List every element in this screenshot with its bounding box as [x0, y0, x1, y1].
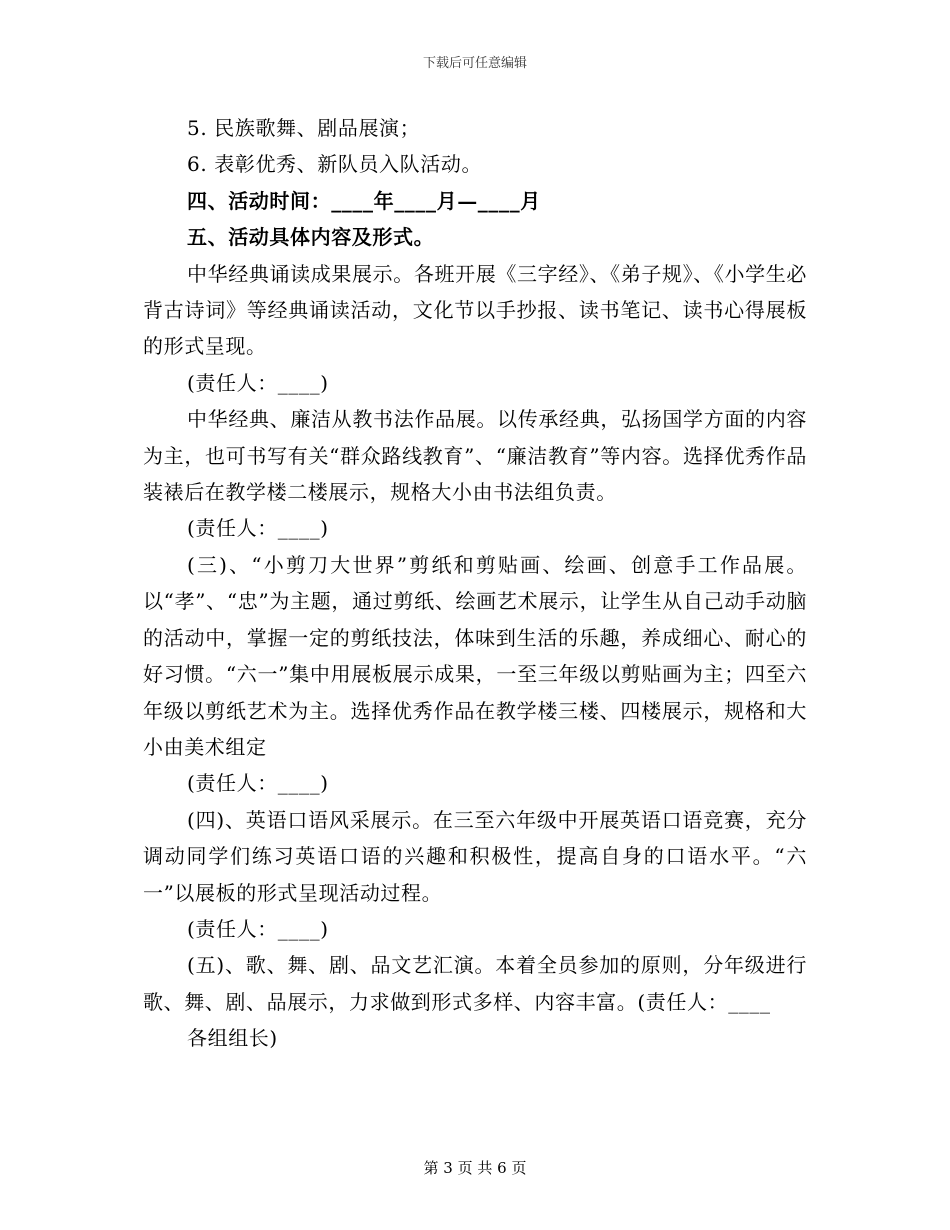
paragraph-paper-cutting: (三)、“小剪刀大世界”剪纸和剪贴画、绘画、创意手工作品展。以“孝”、“忠”为主题，通过剪纸、绘画艺术展示，让学生从自己动手动脑的活动中，掌握一定的剪纸技法，体味到生活的乐趣，养成细心、耐心的好习惯。“六一”集中用展板展示成果，一至三年级以剪贴画为主；四至六年级以剪纸艺术为主。选择优秀作品在教学楼三楼、四楼展示，规格和大小由美术组定	[143, 552, 807, 759]
page-header: 下载后可任意编辑	[422, 56, 527, 71]
responsible-person-1: (责任人：____)	[187, 370, 329, 395]
responsible-person-4: (责任人：____)	[187, 916, 329, 941]
section-heading-activity-time: 四、活动时间：____年____月—____月	[187, 188, 541, 213]
paragraph-1: 5. 民族歌舞、剧品展演；	[187, 116, 421, 140]
responsible-person-2: (责任人：____)	[187, 516, 329, 541]
paragraph-english-oral: (四)、英语口语风采展示。在三至六年级中开展英语口语竞赛，充分调动同学们练习英语口语的兴趣和积极性，提高自身的口语水平。“六一”以展板的形式呈现活动过程。	[143, 807, 807, 905]
paragraph-classics-reading: 中华经典诵读成果展示。各班开展《三字经》、《弟子规》、《小学生必背古诗词》等经典诵读活动，文化节以手抄报、读书笔记、读书心得展板的形式呈现。	[143, 261, 807, 359]
paragraph-performance: (五)、歌、舞、剧、品文艺汇演。本着全员参加的原则，分年级进行歌、舞、剧、品展示，力求做到形式多样、内容丰富。(责任人：____	[143, 953, 807, 1014]
section-heading-activity-content: 五、活动具体内容及形式。	[187, 225, 435, 250]
paragraph-calligraphy: 中华经典、廉洁从教书法作品展。以传承经典，弘扬国学方面的内容为主，也可书写有关“群众路线教育”、“廉洁教育”等内容。选择优秀作品装裱后在教学楼二楼展示，规格大小由书法组负责。	[143, 407, 807, 505]
paragraph-group-leaders: 各组组长)	[187, 1026, 278, 1051]
responsible-person-3: (责任人：____)	[187, 771, 329, 796]
document-body	[143, 110, 807, 1057]
paragraph-2: 6. 表彰优秀、新队员入队活动。	[187, 152, 483, 177]
page-footer: 第 3 页 共 6 页	[423, 1159, 527, 1177]
